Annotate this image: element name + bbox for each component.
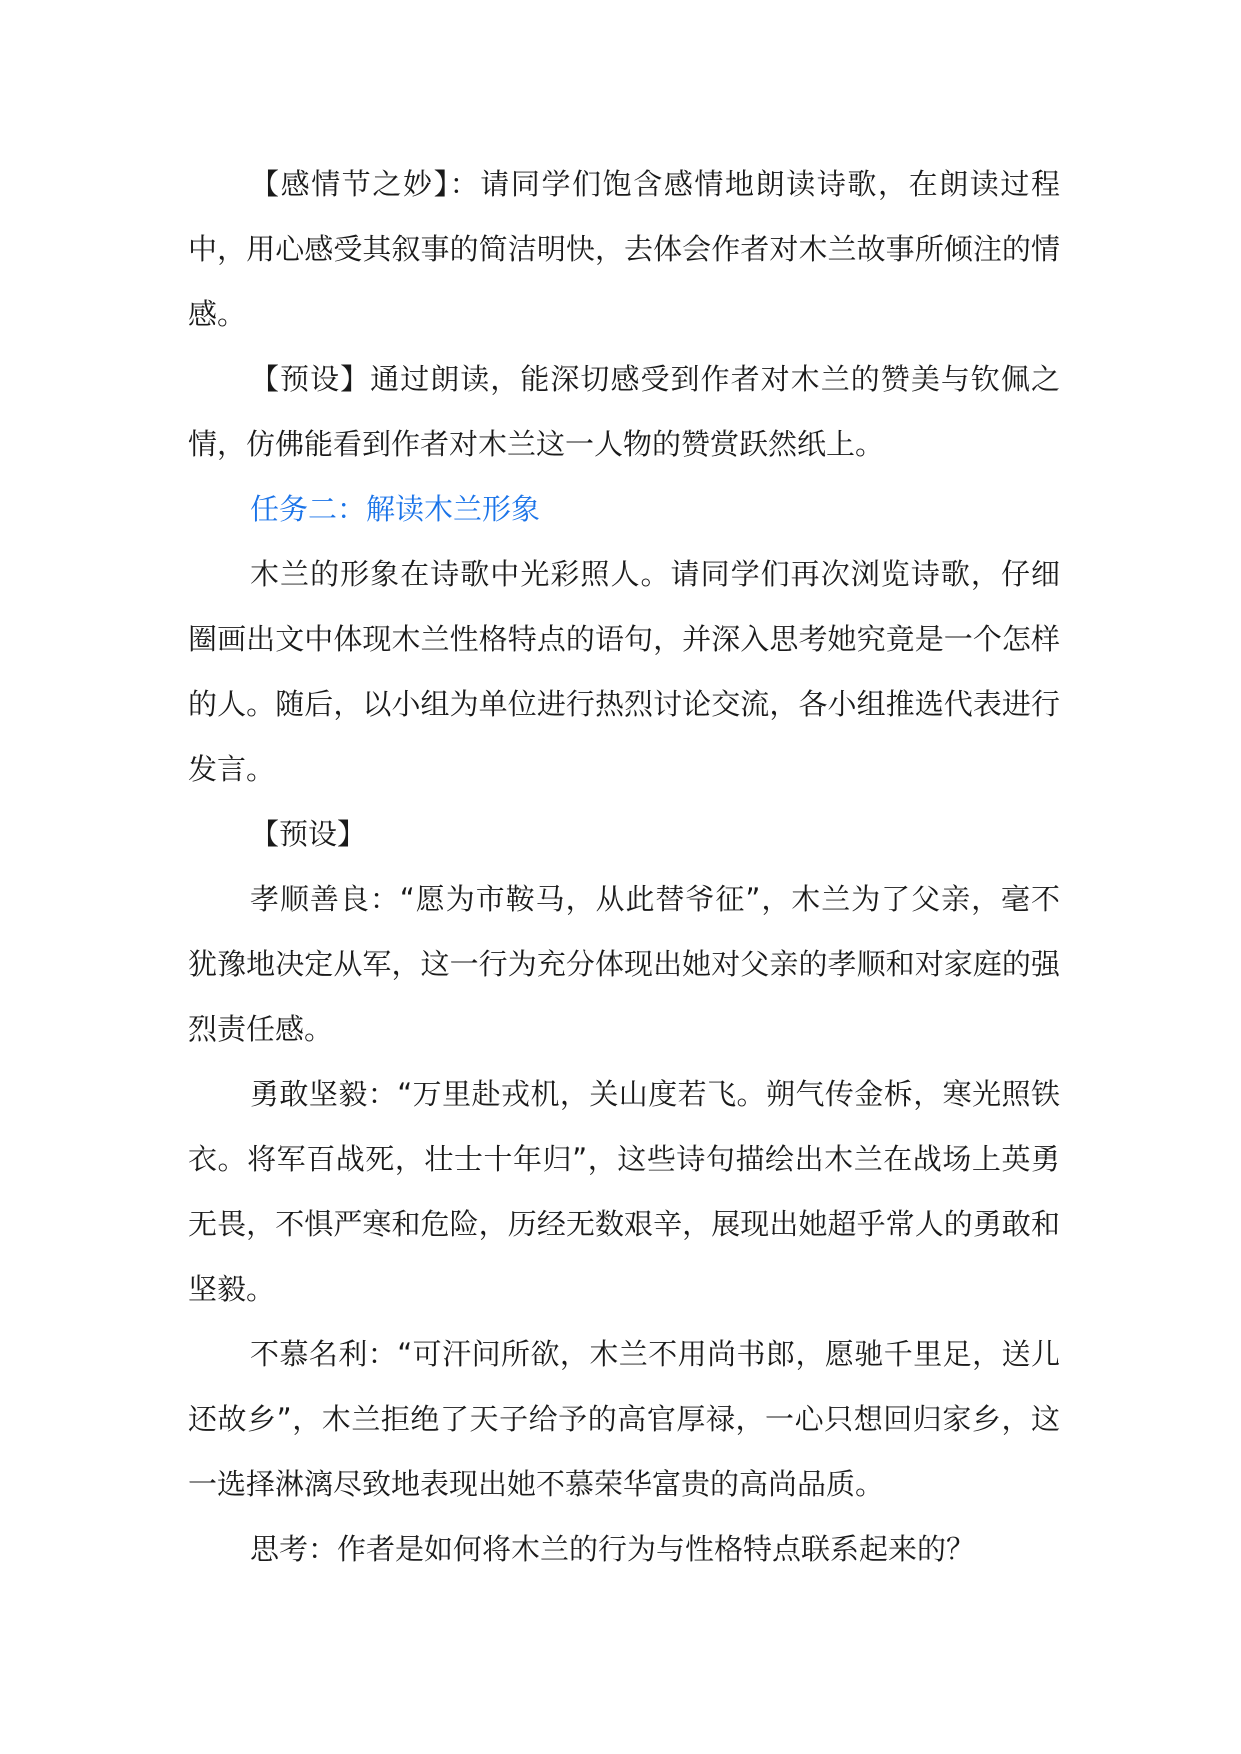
paragraph-preset-label: 【预设】 — [250, 817, 367, 851]
document-body — [188, 152, 1060, 1582]
paragraph-unselfish: 不慕名利：“可汗问所欲，木兰不用尚书郎，愿驰千里足，送儿还故乡”，木兰拒绝了天子给予的高官厚禄，一心只想回归家乡，这一选择淋漓尽致地表现出她不慕荣华富贵的高尚品质。 — [188, 1337, 1060, 1501]
paragraph-emotion-task: 【感情节之妙】：请同学们饱含感情地朗读诗歌，在朗读过程中，用心感受其叙事的简洁明快，去体会作者对木兰故事所倾注的情感。 — [188, 167, 1060, 331]
paragraph-brave: 勇敢坚毅：“万里赴戎机，关山度若飞。朔气传金柝，寒光照铁衣。将军百战死，壮士十年归”，这些诗句描绘出木兰在战场上英勇无畏，不惧严寒和危险，历经无数艰辛，展现出她超乎常人的勇敢和坚毅。 — [188, 1077, 1060, 1306]
paragraph-preset-reading: 【预设】通过朗读，能深切感受到作者对木兰的赞美与钦佩之情，仿佛能看到作者对木兰这一人物的赞赏跃然纸上。 — [188, 362, 1060, 461]
paragraph-task-two-instructions: 木兰的形象在诗歌中光彩照人。请同学们再次浏览诗歌，仔细圈画出文中体现木兰性格特点的语句，并深入思考她究竟是一个怎样的人。随后，以小组为单位进行热烈讨论交流，各小组推选代表进行发言。 — [188, 557, 1060, 786]
task-two-heading: 任务二：解读木兰形象 — [250, 492, 541, 526]
paragraph-question: 思考：作者是如何将木兰的行为与性格特点联系起来的？ — [250, 1532, 976, 1566]
paragraph-filial: 孝顺善良：“愿为市鞍马，从此替爷征”，木兰为了父亲，毫不犹豫地决定从军，这一行为充分体现出她对父亲的孝顺和对家庭的强烈责任感。 — [188, 882, 1060, 1046]
